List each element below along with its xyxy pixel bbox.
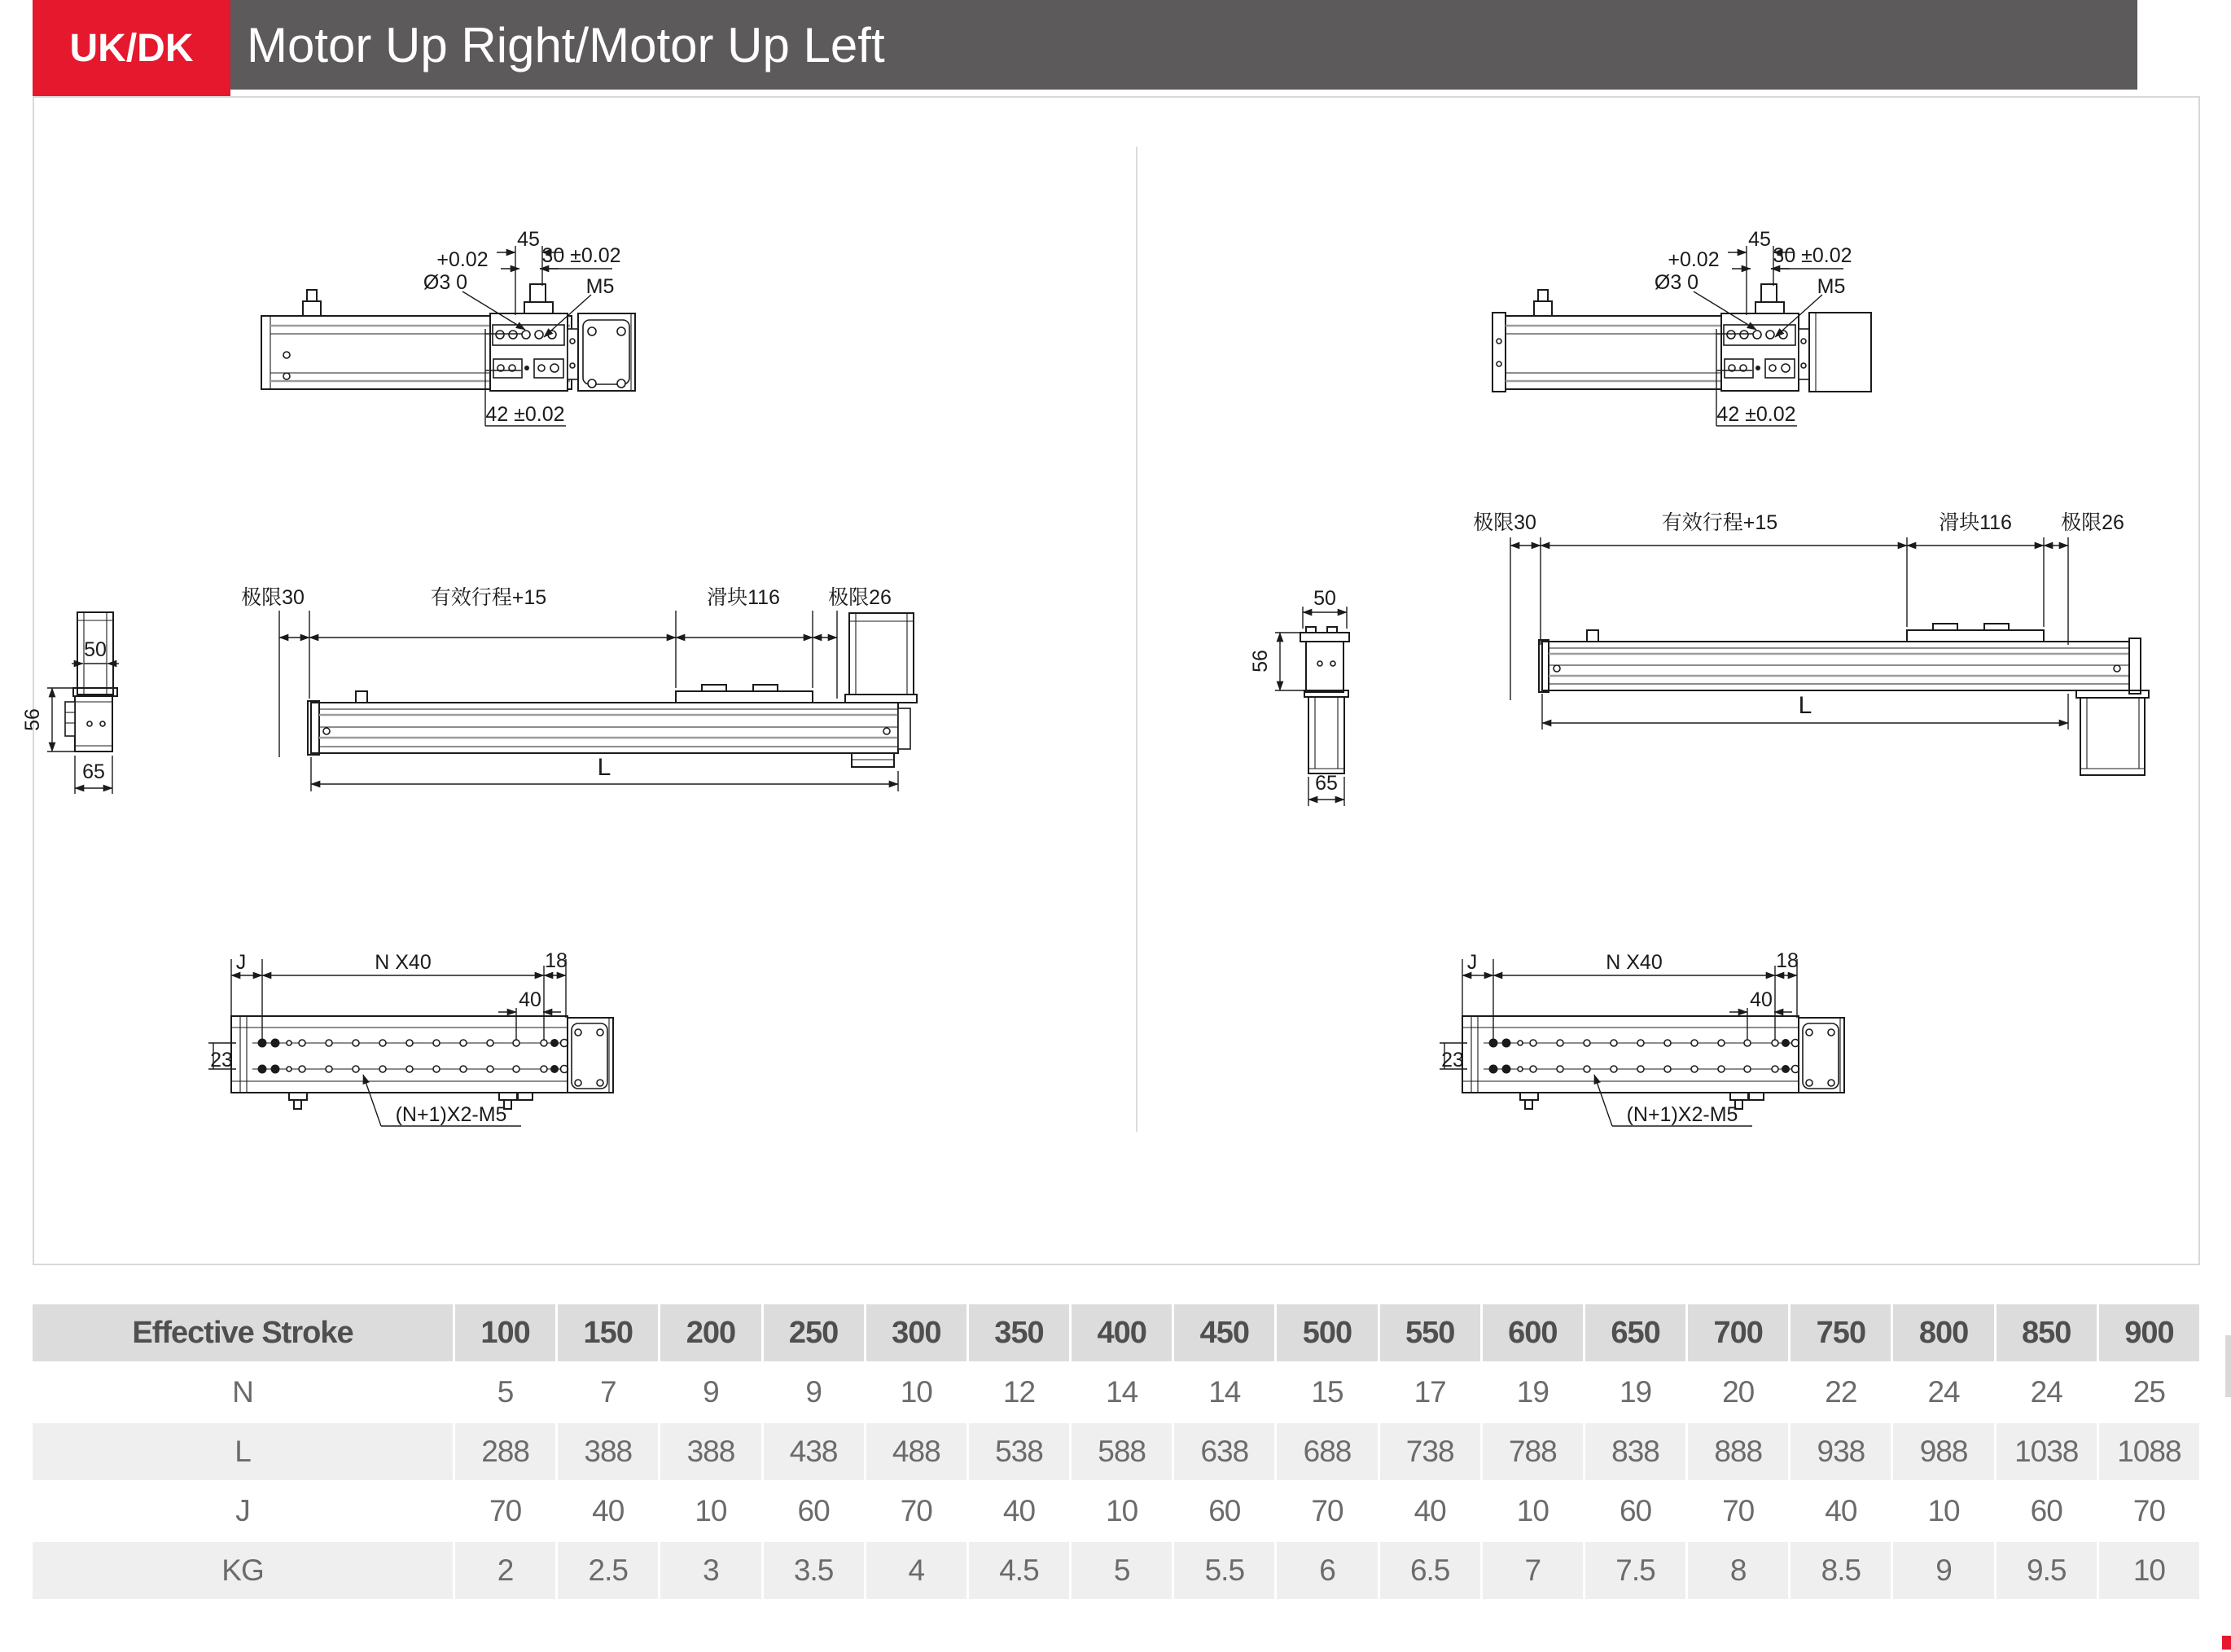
table-cell-value: 24 <box>1893 1364 1993 1421</box>
table-header-stroke: 100 <box>455 1304 555 1361</box>
table-cell-value: 7.5 <box>1585 1542 1685 1599</box>
dim-50-label: 50 <box>84 638 107 661</box>
dim-nx40-label: N X40 <box>375 951 432 974</box>
dim-65-label: 65 <box>82 760 105 783</box>
table-cell-value: 988 <box>1893 1423 1993 1480</box>
series-badge-label: UK/DK <box>69 26 194 70</box>
table-cell-value: 70 <box>455 1483 555 1540</box>
table-cell-value: 60 <box>1174 1483 1274 1540</box>
table-cell-value: 40 <box>969 1483 1069 1540</box>
table-header-stroke: 500 <box>1277 1304 1377 1361</box>
table-cell-value: 4.5 <box>969 1542 1069 1599</box>
table-cell-value: 638 <box>1174 1423 1274 1480</box>
table-header-stroke: 350 <box>969 1304 1069 1361</box>
series-badge <box>33 0 230 96</box>
table-cell-value: 9 <box>1893 1542 1993 1599</box>
page-title: Motor Up Right/Motor Up Left <box>247 17 885 72</box>
table-cell-value: 20 <box>1688 1364 1788 1421</box>
dim-30-label: 30 ±0.02 <box>541 244 621 267</box>
table-cell-value: 538 <box>969 1423 1069 1480</box>
table-header-stroke: 850 <box>1997 1304 2097 1361</box>
table-cell-value: 838 <box>1585 1423 1685 1480</box>
table-cell-value: 10 <box>2099 1542 2199 1599</box>
table-cell-value: 1038 <box>1997 1423 2097 1480</box>
table-cell-value: 3.5 <box>764 1542 864 1599</box>
table-cell-value: 22 <box>1790 1364 1891 1421</box>
table-cell-value: 12 <box>969 1364 1069 1421</box>
table-cell-value: 10 <box>1483 1483 1583 1540</box>
table-cell-value: 14 <box>1174 1364 1274 1421</box>
dim-30-label: 30 ±0.02 <box>1773 244 1852 267</box>
table-header-stroke: 250 <box>764 1304 864 1361</box>
table-row-label: L <box>33 1423 453 1480</box>
table-cell-value: 5 <box>455 1364 555 1421</box>
spec-table <box>33 1304 2199 1599</box>
dim-dia3-label: Ø3 0 <box>423 271 468 294</box>
dim-18-label: 18 <box>545 949 568 972</box>
dim-slider116-label: 滑块116 <box>1939 511 2012 534</box>
table-cell-value: 70 <box>866 1483 966 1540</box>
dim-23-label: 23 <box>210 1049 233 1071</box>
dim-plus-tol-label: +0.02 <box>436 248 489 271</box>
table-cell-value: 5.5 <box>1174 1542 1274 1599</box>
dim-limit30-label: 极限30 <box>1473 511 1536 534</box>
table-header-stroke: 650 <box>1585 1304 1685 1361</box>
dim-56-label: 56 <box>1249 650 1272 673</box>
dim-nx40-label: N X40 <box>1606 951 1663 974</box>
table-cell-value: 8 <box>1688 1542 1788 1599</box>
page-corner-accent <box>2222 1636 2231 1650</box>
dim-45-label: 45 <box>517 228 540 251</box>
dim-56-label: 56 <box>21 708 44 731</box>
table-cell-value: 7 <box>558 1364 658 1421</box>
table-header-stroke: 400 <box>1072 1304 1172 1361</box>
table-cell-value: 3 <box>660 1542 760 1599</box>
table-cell-value: 6.5 <box>1380 1542 1480 1599</box>
table-cell-value: 70 <box>1688 1483 1788 1540</box>
dim-L-label: L <box>1798 692 1812 719</box>
table-cell-value: 40 <box>558 1483 658 1540</box>
table-header-stroke: 750 <box>1790 1304 1891 1361</box>
dim-L-label: L <box>597 754 611 781</box>
table-cell-value: 438 <box>764 1423 864 1480</box>
table-cell-value: 60 <box>764 1483 864 1540</box>
dim-42-label: 42 ±0.02 <box>485 403 565 426</box>
table-cell-value: 888 <box>1688 1423 1788 1480</box>
dim-45-label: 45 <box>1748 228 1771 251</box>
table-header-stroke: 700 <box>1688 1304 1788 1361</box>
table-header-stroke: 600 <box>1483 1304 1583 1361</box>
table-cell-value: 25 <box>2099 1364 2199 1421</box>
table-cell-value: 938 <box>1790 1423 1891 1480</box>
table-cell-value: 5 <box>1072 1542 1172 1599</box>
dim-J-label: J <box>1466 951 1478 974</box>
dim-23-label: 23 <box>1441 1049 1464 1071</box>
dim-m5-label: M5 <box>1817 275 1846 298</box>
table-cell-value: 2 <box>455 1542 555 1599</box>
dim-nm5-label: (N+1)X2-M5 <box>395 1103 507 1126</box>
dim-J-label: J <box>235 951 247 974</box>
dim-stroke-label: 有效行程+15 <box>1661 511 1778 534</box>
table-row-label: J <box>33 1483 453 1540</box>
table-cell-value: 288 <box>455 1423 555 1480</box>
table-cell-value: 1088 <box>2099 1423 2199 1480</box>
table-row-label: KG <box>33 1542 453 1599</box>
table-cell-value: 14 <box>1072 1364 1172 1421</box>
dim-limit26-label: 极限26 <box>828 586 892 609</box>
table-cell-value: 388 <box>558 1423 658 1480</box>
table-cell-value: 4 <box>866 1542 966 1599</box>
dim-m5-label: M5 <box>585 275 615 298</box>
dim-42-label: 42 ±0.02 <box>1716 403 1796 426</box>
table-cell-value: 40 <box>1380 1483 1480 1540</box>
table-cell-value: 24 <box>1997 1364 2097 1421</box>
dim-limit26-label: 极限26 <box>2061 511 2124 534</box>
table-header-stroke: 450 <box>1174 1304 1274 1361</box>
table-cell-value: 588 <box>1072 1423 1172 1480</box>
dim-dia3-label: Ø3 0 <box>1654 271 1699 294</box>
table-header-stroke: 200 <box>660 1304 760 1361</box>
table-cell-value: 10 <box>1072 1483 1172 1540</box>
table-header-stroke: 150 <box>558 1304 658 1361</box>
table-cell-value: 2.5 <box>558 1542 658 1599</box>
dim-nm5-label: (N+1)X2-M5 <box>1626 1103 1738 1126</box>
dim-limit30-label: 极限30 <box>241 586 305 609</box>
table-cell-value: 70 <box>1277 1483 1377 1540</box>
table-cell-value: 7 <box>1483 1542 1583 1599</box>
table-cell-value: 17 <box>1380 1364 1480 1421</box>
table-cell-value: 9.5 <box>1997 1542 2097 1599</box>
dim-18-label: 18 <box>1776 949 1799 972</box>
dim-65-label: 65 <box>1315 772 1338 795</box>
table-cell-value: 8.5 <box>1790 1542 1891 1599</box>
table-cell-value: 738 <box>1380 1423 1480 1480</box>
table-cell-value: 10 <box>866 1364 966 1421</box>
table-cell-value: 9 <box>764 1364 864 1421</box>
table-cell-value: 15 <box>1277 1364 1377 1421</box>
dim-40-label: 40 <box>1750 988 1773 1011</box>
table-cell-value: 388 <box>660 1423 760 1480</box>
table-header-stroke: 550 <box>1380 1304 1480 1361</box>
table-header-label: Effective Stroke <box>33 1304 453 1361</box>
table-cell-value: 6 <box>1277 1542 1377 1599</box>
table-cell-value: 60 <box>1585 1483 1685 1540</box>
table-cell-value: 488 <box>866 1423 966 1480</box>
table-cell-value: 40 <box>1790 1483 1891 1540</box>
table-cell-value: 19 <box>1585 1364 1685 1421</box>
table-cell-value: 19 <box>1483 1364 1583 1421</box>
dim-plus-tol-label: +0.02 <box>1668 248 1720 271</box>
dim-slider116-label: 滑块116 <box>707 586 780 609</box>
table-cell-value: 9 <box>660 1364 760 1421</box>
drawing-panel-frame <box>33 97 2199 1264</box>
table-cell-value: 70 <box>2099 1483 2199 1540</box>
table-header-stroke: 800 <box>1893 1304 1993 1361</box>
page-edge-sliver <box>2225 1335 2231 1397</box>
table-header-stroke: 900 <box>2099 1304 2199 1361</box>
dim-stroke-label: 有效行程+15 <box>430 586 547 609</box>
table-cell-value: 10 <box>1893 1483 1993 1540</box>
table-header-stroke: 300 <box>866 1304 966 1361</box>
table-cell-value: 10 <box>660 1483 760 1540</box>
dim-50-label: 50 <box>1313 587 1336 610</box>
table-row-label: N <box>33 1364 453 1421</box>
table-cell-value: 60 <box>1997 1483 2097 1540</box>
table-cell-value: 788 <box>1483 1423 1583 1480</box>
table-cell-value: 688 <box>1277 1423 1377 1480</box>
dim-40-label: 40 <box>519 988 541 1011</box>
